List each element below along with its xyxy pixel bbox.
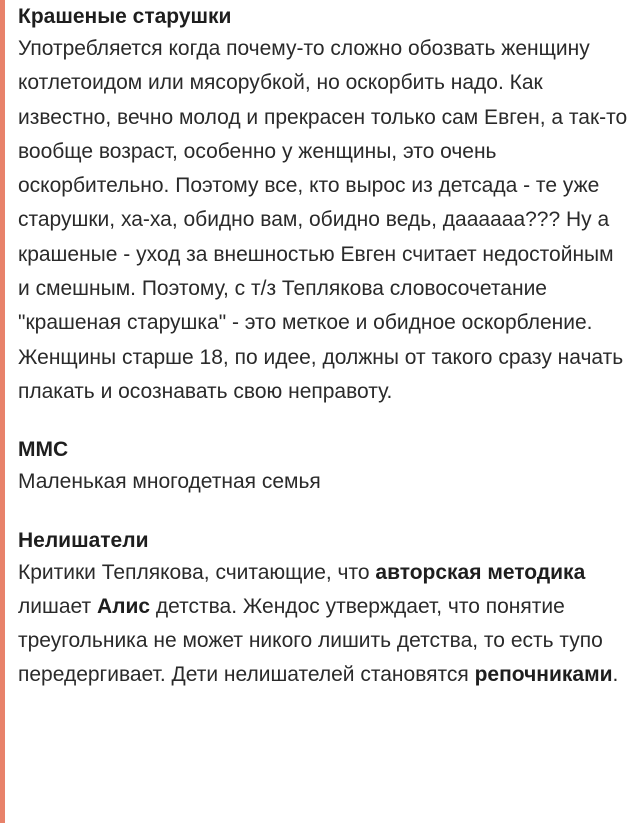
entry-term: ММС — [18, 438, 69, 462]
definition-text: лишает — [18, 594, 97, 618]
glossary — [18, 2, 628, 719]
definition-text: Критики Теплякова, считающие, что — [18, 560, 376, 584]
glossary-entry — [18, 526, 628, 693]
glossary-entry — [18, 2, 628, 409]
entry-definition: Употребляется когда почему-то сложно обозвать женщину котлетоидом или мясорубкой, но оскорбить надо. Как известно, вечно молод и прекрасен только сам Евген, а так-то вообще возраст, особенно у женщины, это очень оскорбительно. Поэтому все, кто вырос из детсада - те уже старушки, ха-ха, обидно вам, обидно ведь, даааааа??? Ну а крашеные - уход за внешностью Евген считает недостойным и смешным. Поэтому, с т/з Теплякова словосочетание "крашеная старушка" - это меткое и обидное оскорбление. Женщины старше 18, по идее, должны от такого сразу начать плакать и осознавать свою неправоту. — [18, 37, 628, 403]
entry-definition — [18, 556, 628, 693]
definition-text: детства. Жендос утверждает, что понятие треугольника не может никого лишить детства, то есть тупо передергивает. Дети нелишателей становятся — [18, 594, 603, 687]
bold-term-link: репочниками — [474, 663, 613, 687]
entry-term: Нелишатели — [18, 528, 149, 552]
accent-bar — [0, 0, 5, 823]
bold-term-link: авторская методика — [375, 560, 586, 584]
definition-text: . — [612, 663, 619, 687]
glossary-entry — [18, 435, 628, 499]
entry-definition: Маленькая многодетная семья — [18, 470, 321, 494]
entry-term: Крашеные старушки — [18, 5, 232, 28]
bold-term-link: Алис — [96, 594, 151, 618]
